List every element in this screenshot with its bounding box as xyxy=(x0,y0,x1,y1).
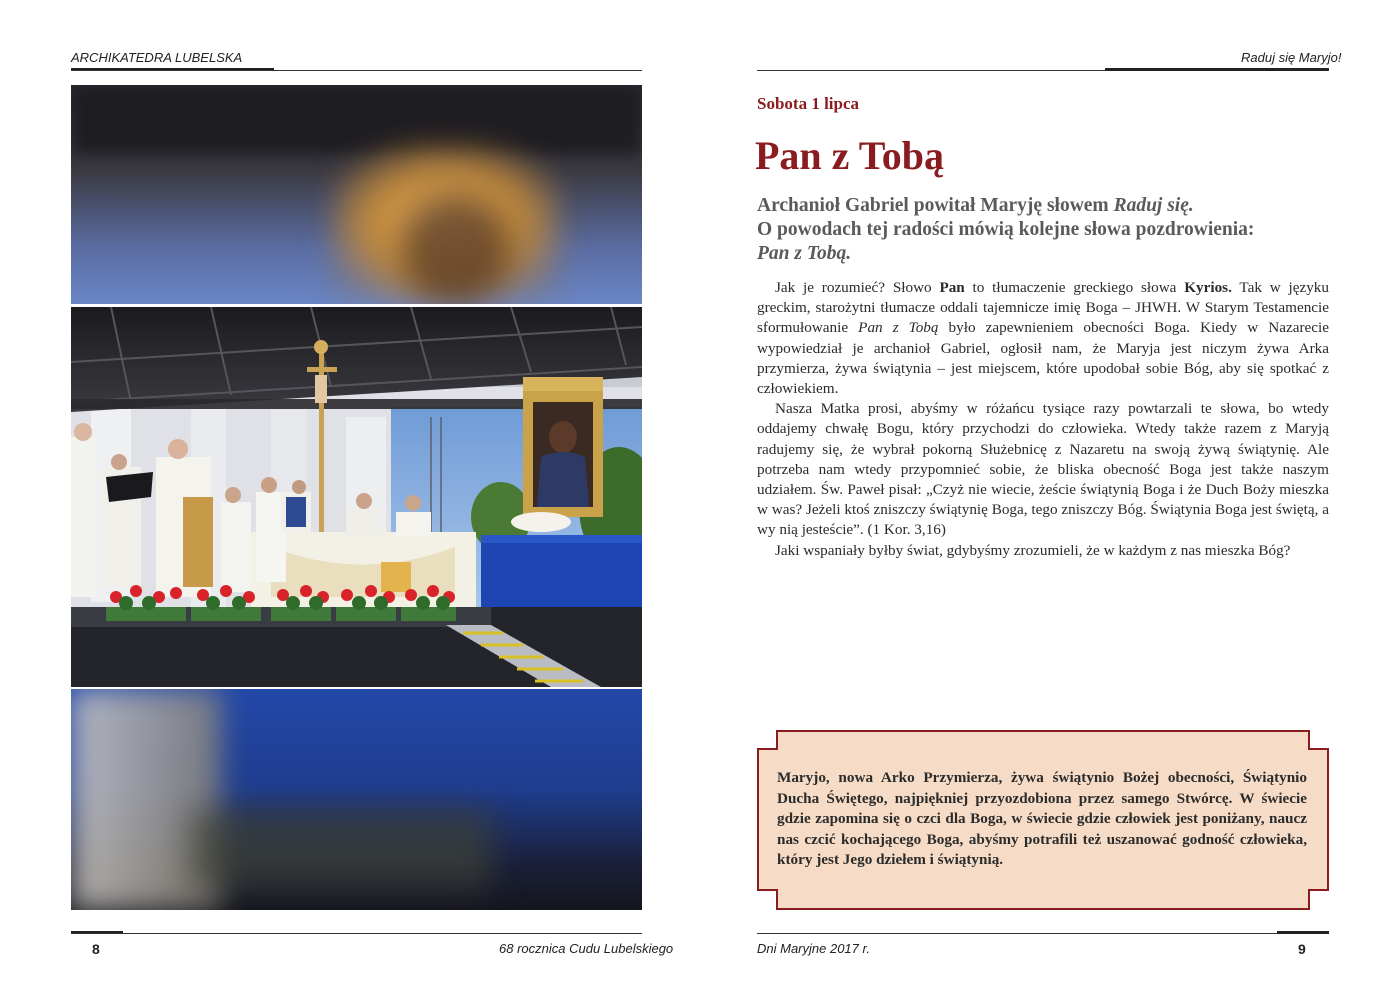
p1-text-g: było zapewnieniem obecności Boga. Kiedy w Nazarecie wypowiedział je archanioł Gabriel, ogłosił nam, że Maryja jest niczym żywa Arka przymierza, żywa świątynia – jest miejscem, które upodobał sobie Bóg, aby się spotkać z człowiekiem. xyxy=(757,319,1329,398)
p1-italic-pan-z-toba: Pan z Tobą xyxy=(858,319,939,337)
right-footer-rule-thick xyxy=(1277,931,1329,934)
p1-text-c: to tłumaczenie greckiego słowa xyxy=(964,279,1185,296)
lead-line1-a: Archanioł Gabriel powitał Maryję słowem xyxy=(757,195,1114,216)
p1-bold-kyrios: Kyrios. xyxy=(1184,279,1232,296)
prayer-text: Maryjo, nowa Arko Przymierza, żywa świątynio Bożej obecności, Świątynio Ducha Świętego, najpiękniej przyozdobiona przez samego Stwórcę. W świecie gdzie zapomina się o czci dla Boga, w świecie gdzie człowiek jest poniżany, naucz nas czcić kochającego Boga, abyśmy potrafili też uszanować godność człowieka, który jest Jego dziełem i świątynią. xyxy=(777,769,1307,868)
photo-top-blurred xyxy=(71,85,642,304)
date-heading: Sobota 1 lipca xyxy=(757,94,860,113)
page-title: Pan z Tobą xyxy=(755,133,944,178)
right-page-number: 9 xyxy=(1298,941,1306,957)
left-footer-rule xyxy=(71,933,642,934)
body-text xyxy=(757,278,1329,561)
body-paragraph-2: Nasza Matka prosi, abyśmy w różańcu tysiące razy powtarzali te słowa, bo wtedy oddajemy chwałę Bogu, który przychodzi do człowieka. Wtedy także razem z Maryją radujemy się, że wybrał pokorną Służebnicę z Nazaretu na swoją żywą świątynię. Ale potrzeba nam wtedy przypomnieć sobie, że bliska obecność Boga jest także naszym udziałem. Św. Paweł pisał: „Czyż nie wiecie, żeście świątynią Boga i że Duch Boży mieszka w was? Jeżeli ktoś zniszczy świątynię Boga, tego zniszczy Bóg. Świątynia Boga jest świętą, a wy nią jesteście”. (1 Kor. 3,16) xyxy=(757,400,1329,539)
right-footer-text: Dni Maryjne 2017 r. xyxy=(757,941,870,956)
body-paragraph-3: Jaki wspaniały byłby świat, gdybyśmy zrozumieli, że w każdym z nas mieszka Bóg? xyxy=(775,541,1291,559)
left-footer-text: 68 rocznica Cudu Lubelskiego xyxy=(499,941,674,956)
p1-text-e: Tak w języku greckim, starożytni tłumacze oddali tajemnicze imię Boga – JHWH. W Starym Testamencie sformułowanie xyxy=(757,279,1329,337)
left-header-rule xyxy=(71,70,642,71)
left-running-header: ARCHIKATEDRA LUBELSKA xyxy=(71,50,243,65)
lead-paragraph xyxy=(757,194,1332,266)
photo-bottom-blurred xyxy=(71,689,642,910)
right-running-header: Raduj się Maryjo! xyxy=(1241,50,1342,65)
right-footer-rule xyxy=(757,933,1329,934)
lead-line1-b: Raduj się. xyxy=(1113,195,1194,216)
p1-bold-pan: Pan xyxy=(939,279,965,296)
lead-line2: O powodach tej radości mówią kolejne słowa pozdrowienia: xyxy=(757,219,1255,240)
p1-text-a: Jak je rozumieć? Słowo xyxy=(775,279,940,296)
right-header-rule-thick xyxy=(1105,68,1329,71)
body-paragraph-1 xyxy=(757,278,1329,399)
photo-altar-stage xyxy=(71,307,642,687)
left-page-number: 8 xyxy=(92,941,100,957)
lead-line3: Pan z Tobą. xyxy=(757,243,852,264)
